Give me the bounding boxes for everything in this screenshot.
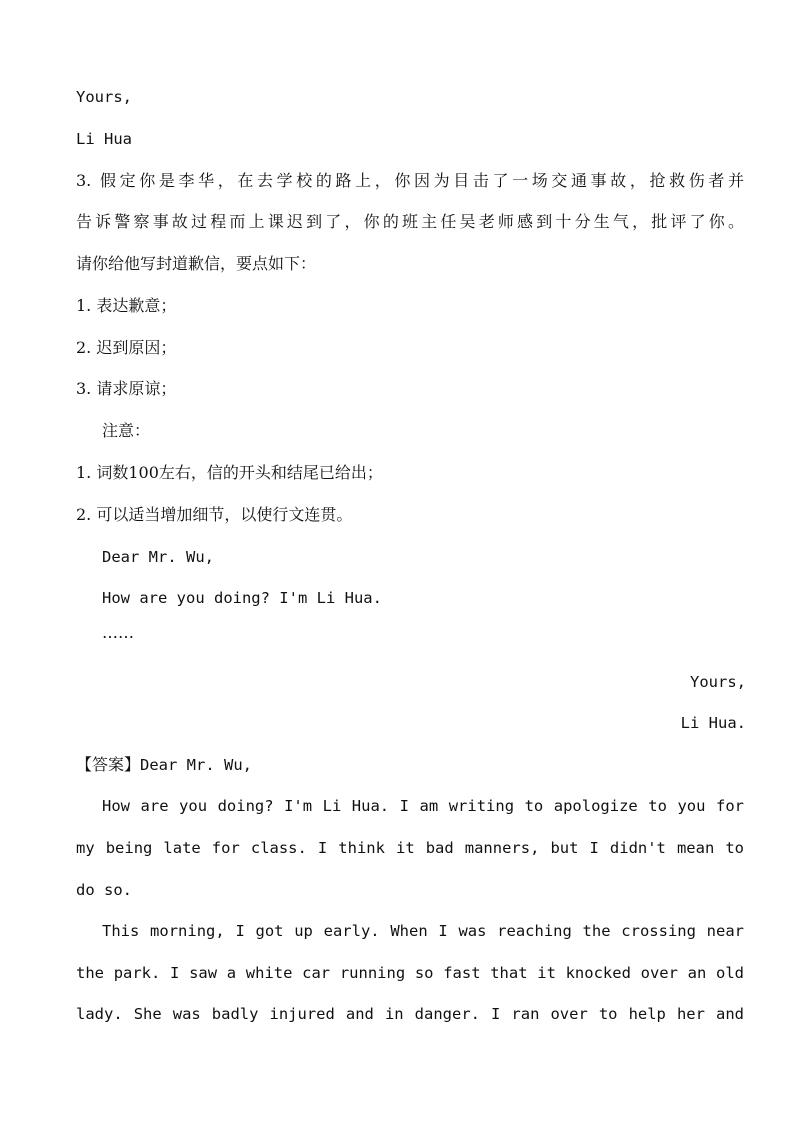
point-1: 1. 表达歉意； — [76, 296, 177, 315]
template-opening: How are you doing? I'm Li Hua. — [102, 589, 382, 607]
notes-label: 注意： — [102, 421, 151, 440]
answer-heading — [76, 754, 744, 776]
template-closing: Yours, — [690, 673, 746, 691]
top-closing: Yours, — [76, 88, 132, 106]
template-salutation: Dear Mr. Wu, — [102, 548, 214, 566]
answer-label: 【答案】 — [76, 755, 141, 774]
note-2: 2. 可以适当增加细节，以使行文连贯。 — [76, 505, 353, 524]
point-3: 3. 请求原谅； — [76, 379, 177, 398]
answer-line-2: my being late for class. I think it bad manners, but I didn't mean to — [76, 839, 744, 857]
answer-line-1: How are you doing? I'm Li Hua. I am writing to apologize to you for — [102, 797, 744, 815]
answer-salutation: Dear Mr. Wu, — [140, 756, 252, 774]
point-2: 2. 迟到原因； — [76, 338, 177, 357]
top-name: Li Hua — [76, 130, 132, 148]
note-1: 1. 词数100左右，信的开头和结尾已给出； — [76, 463, 383, 482]
template-ellipsis: …… — [102, 623, 134, 642]
question-line-3: 请你给他写封道歉信，要点如下： — [76, 254, 317, 273]
question-line-2: 告诉警察事故过程而上课迟到了，你的班主任吴老师感到十分生气，批评了你。 — [76, 212, 744, 231]
template-name: Li Hua. — [680, 714, 746, 732]
question-line-1: 3. 假定你是李华，在去学校的路上，你因为目击了一场交通事故，抢救伤者并 — [76, 171, 744, 190]
answer-line-5: the park. I saw a white car running so fast that it knocked over an old — [76, 964, 744, 982]
answer-line-4: This morning, I got up early. When I was reaching the crossing near — [102, 922, 744, 940]
answer-line-3: do so. — [76, 881, 132, 899]
answer-line-6: lady. She was badly injured and in danger. I ran over to help her and — [76, 1005, 744, 1023]
